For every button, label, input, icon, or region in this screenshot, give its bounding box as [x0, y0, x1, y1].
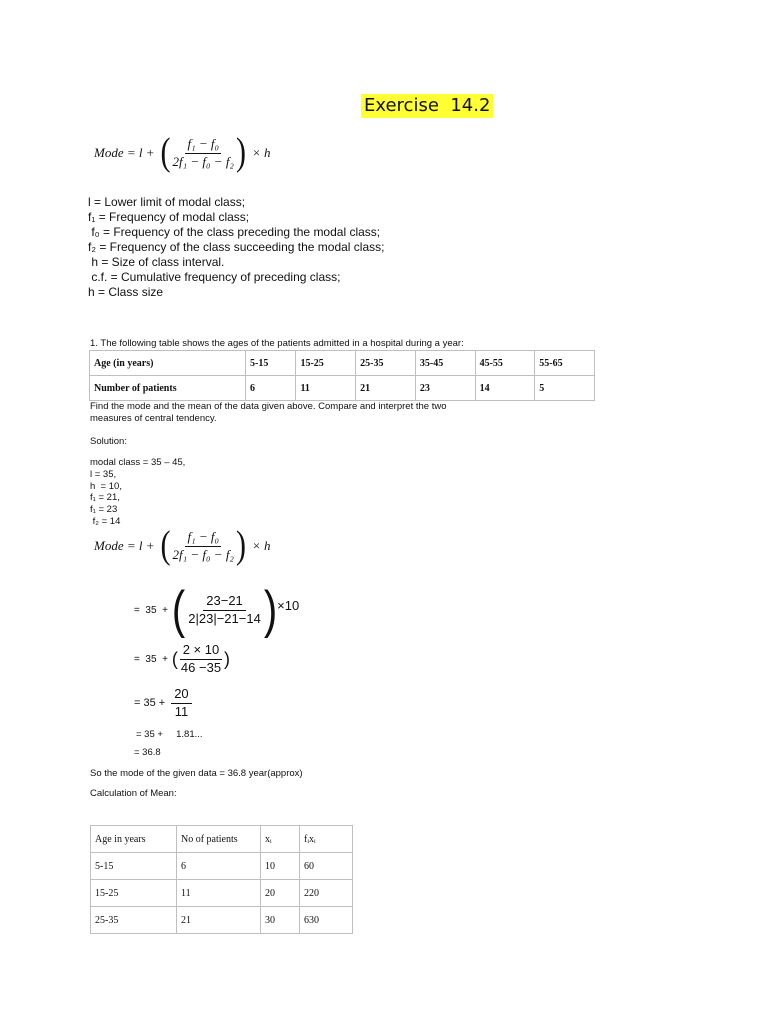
- table-cell: 11: [177, 880, 261, 907]
- table-cell: 15-25: [296, 351, 356, 376]
- table-cell: 25-35: [91, 907, 177, 934]
- definition-line: f₀ = Frequency of the class preceding the modal class;: [88, 225, 381, 239]
- right-paren: ): [235, 131, 246, 175]
- table-cell: 20: [261, 880, 300, 907]
- table-cell: 45-55: [475, 351, 535, 376]
- page-title: Exercise 14.2: [361, 94, 493, 118]
- solution-values: [90, 457, 185, 528]
- formula-fraction: [171, 530, 236, 563]
- step-4: = 35 + 1.81...: [136, 729, 203, 740]
- solution-line: l = 35,: [90, 468, 117, 480]
- table-cell: 23: [415, 376, 475, 401]
- formula-rhs: × h: [251, 538, 271, 554]
- definitions-list: [88, 195, 384, 300]
- table-header-cell: xᵢ: [261, 826, 300, 853]
- solution-line: h = 10,: [90, 480, 122, 492]
- formula-denominator: 2f₁ − f₀ − f₂: [172, 153, 234, 169]
- step-1-fraction: [185, 593, 264, 628]
- formula-fraction: [171, 137, 236, 170]
- table-cell: 35-45: [415, 351, 475, 376]
- table-header-cell: No of patients: [177, 826, 261, 853]
- formula-lhs: Mode = l +: [94, 538, 155, 554]
- table-cell: 21: [356, 376, 416, 401]
- ages-table: [89, 350, 595, 401]
- formula-lhs: Mode = l +: [94, 145, 155, 161]
- solution-label: Solution:: [90, 436, 127, 447]
- table-row: [90, 351, 595, 376]
- definition-line: h = Class size: [88, 285, 164, 299]
- solution-line: modal class = 35 – 45,: [90, 457, 186, 468]
- mean-label: Calculation of Mean:: [90, 788, 177, 799]
- table-header-cell: fᵢxᵢ: [300, 826, 353, 853]
- table-cell: 5-15: [246, 351, 296, 376]
- solution-line: f₁ = 21,: [90, 492, 120, 504]
- solution-line: f₂ = 14: [90, 515, 121, 527]
- step-prefix: = 35 +: [134, 697, 166, 710]
- formula-numerator: f₁ − f₀: [185, 137, 221, 154]
- step-2: [134, 642, 230, 677]
- step-2-denominator: 46 −35: [180, 659, 222, 675]
- step-3-fraction: [171, 686, 191, 721]
- conclusion-text: So the mode of the given data = 36.8 year(approx): [90, 768, 303, 779]
- table-row: [90, 376, 595, 401]
- step-1-numerator: 23−21: [203, 593, 246, 611]
- table-cell: 5: [535, 376, 595, 401]
- table-cell: 630: [300, 907, 353, 934]
- left-paren: (: [171, 648, 178, 669]
- left-paren: (: [171, 581, 186, 639]
- step-3-numerator: 20: [171, 686, 191, 704]
- task-line: measures of central tendency.: [90, 413, 217, 424]
- step-2-numerator: 2 × 10: [180, 642, 223, 660]
- mean-table: [90, 825, 353, 934]
- step-1: [134, 581, 300, 639]
- table-cell: 220: [300, 880, 353, 907]
- step-1-suffix: ×10: [277, 598, 300, 613]
- question-text: 1. The following table shows the ages of the patients admitted in a hospital during a year:: [90, 338, 464, 349]
- step-2-fraction: [178, 642, 224, 677]
- right-paren: ): [224, 648, 231, 669]
- table-cell: 25-35: [356, 351, 416, 376]
- table-cell: Age (in years): [90, 351, 246, 376]
- table-cell: 5-15: [91, 853, 177, 880]
- table-row: [91, 880, 353, 907]
- definition-line: f₁ = Frequency of modal class;: [88, 210, 250, 224]
- mode-formula: [94, 131, 271, 175]
- step-1-denominator: 2|23|−21−14: [188, 610, 261, 626]
- definition-line: f₂ = Frequency of the class succeeding the modal class;: [88, 240, 385, 254]
- table-cell: 14: [475, 376, 535, 401]
- mode-formula-repeat: [94, 524, 271, 568]
- step-5: = 36.8: [134, 747, 161, 758]
- right-paren: ): [235, 524, 246, 568]
- table-row: [91, 853, 353, 880]
- formula-denominator: 2f₁ − f₀ − f₂: [172, 546, 234, 562]
- table-header-cell: Age in years: [91, 826, 177, 853]
- step-prefix: = 35 +: [134, 604, 168, 616]
- task-text: [90, 401, 446, 425]
- right-paren: ): [263, 581, 278, 639]
- table-cell: 60: [300, 853, 353, 880]
- task-line: Find the mode and the mean of the data given above. Compare and interpret the two: [90, 401, 447, 412]
- table-cell: Number of patients: [90, 376, 246, 401]
- step-3: [134, 686, 192, 721]
- definition-line: h = Size of class interval.: [88, 255, 225, 269]
- left-paren: (: [160, 131, 171, 175]
- left-paren: (: [160, 524, 171, 568]
- definition-line: c.f. = Cumulative frequency of preceding class;: [88, 270, 341, 284]
- table-cell: 30: [261, 907, 300, 934]
- definition-line: l = Lower limit of modal class;: [88, 195, 246, 209]
- step-prefix: = 35 +: [134, 653, 168, 665]
- formula-rhs: × h: [251, 145, 271, 161]
- table-cell: 6: [246, 376, 296, 401]
- table-cell: 11: [296, 376, 356, 401]
- table-cell: 15-25: [91, 880, 177, 907]
- table-cell: 21: [177, 907, 261, 934]
- formula-numerator: f₁ − f₀: [185, 530, 221, 547]
- table-header-row: [91, 826, 353, 853]
- table-cell: 10: [261, 853, 300, 880]
- table-cell: 6: [177, 853, 261, 880]
- table-cell: 55-65: [535, 351, 595, 376]
- solution-line: f₁ = 23: [90, 504, 118, 516]
- step-3-denominator: 11: [174, 703, 189, 719]
- table-row: [91, 907, 353, 934]
